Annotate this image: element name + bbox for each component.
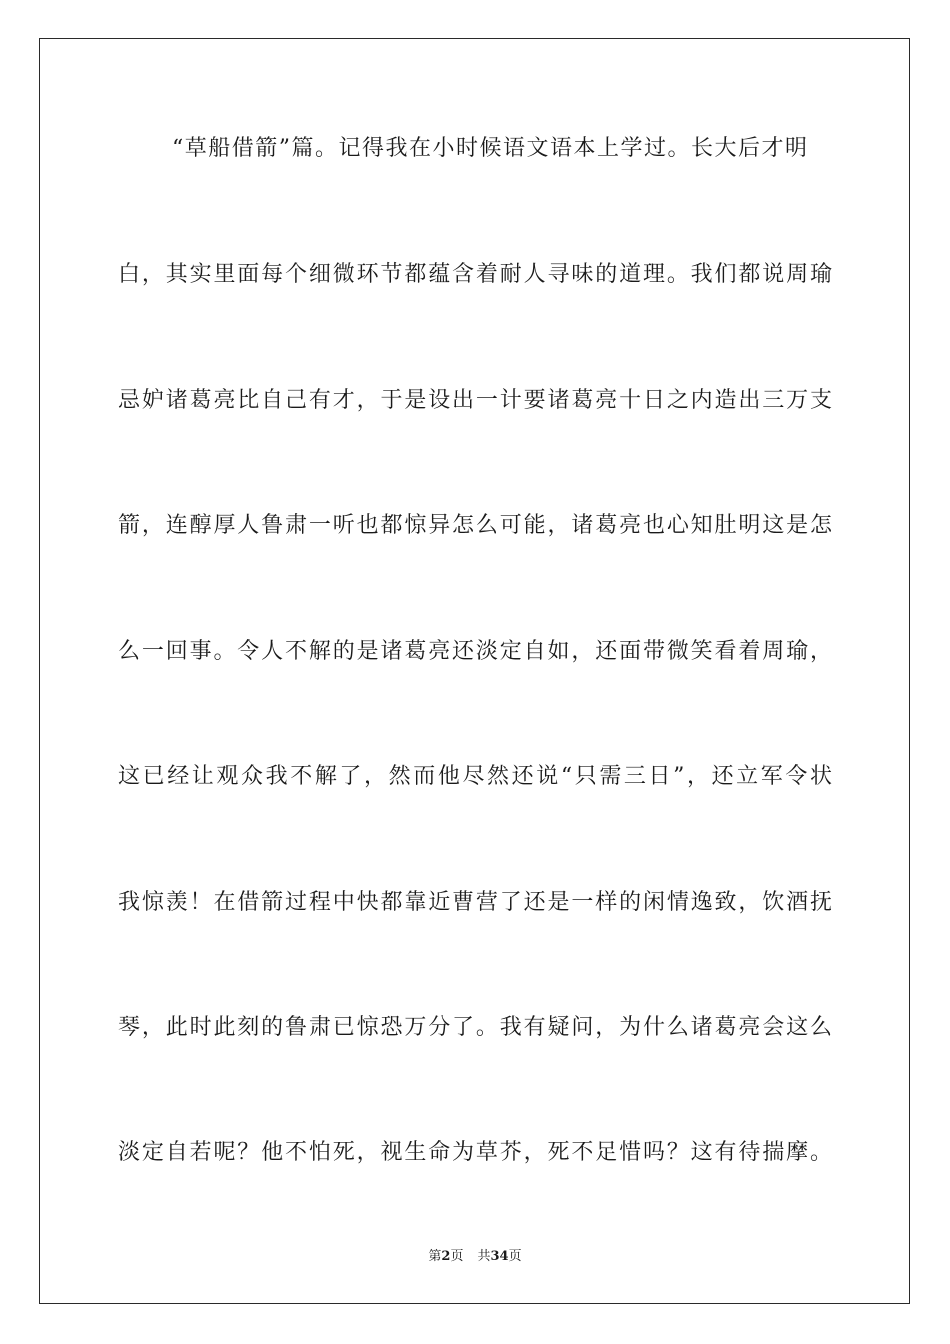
total-label-suffix: 页	[508, 1249, 522, 1264]
paragraph-line-9: 淡定自若呢？他不怕死，视生命为草芥，死不足惜吗？这有待揣摩。	[118, 1140, 832, 1165]
paragraph-line-5: 么一回事。令人不解的是诸葛亮还淡定自如，还面带微笑看着周瑜，	[118, 639, 832, 664]
total-pages: 34	[490, 1249, 509, 1264]
paragraph-line-6: 这已经让观众我不解了，然而他尽然还说“只需三日”，还立军令状	[118, 764, 832, 789]
paragraph-line-8: 琴，此时此刻的鲁肃已惊恐万分了。我有疑问，为什么诸葛亮会这么	[118, 1015, 832, 1040]
page-border	[39, 38, 910, 1304]
total-label-prefix: 共	[477, 1249, 491, 1264]
page-label-suffix: 页	[450, 1249, 464, 1264]
page-label-prefix: 第	[428, 1249, 442, 1264]
page-number: 2	[441, 1249, 451, 1264]
paragraph-line-1: “草船借箭”篇。记得我在小时候语文语本上学过。长大后才明	[172, 136, 809, 161]
page-footer	[0, 1248, 950, 1266]
paragraph-line-7: 我惊羡！在借箭过程中快都靠近曹营了还是一样的闲情逸致，饮酒抚	[118, 890, 832, 915]
paragraph-line-4: 箭，连醇厚人鲁肃一听也都惊异怎么可能，诸葛亮也心知肚明这是怎	[118, 513, 832, 538]
paragraph-line-2: 白，其实里面每个细微环节都蕴含着耐人寻味的道理。我们都说周瑜	[118, 262, 832, 287]
paragraph-line-3: 忌妒诸葛亮比自己有才，于是设出一计要诸葛亮十日之内造出三万支	[118, 388, 832, 413]
